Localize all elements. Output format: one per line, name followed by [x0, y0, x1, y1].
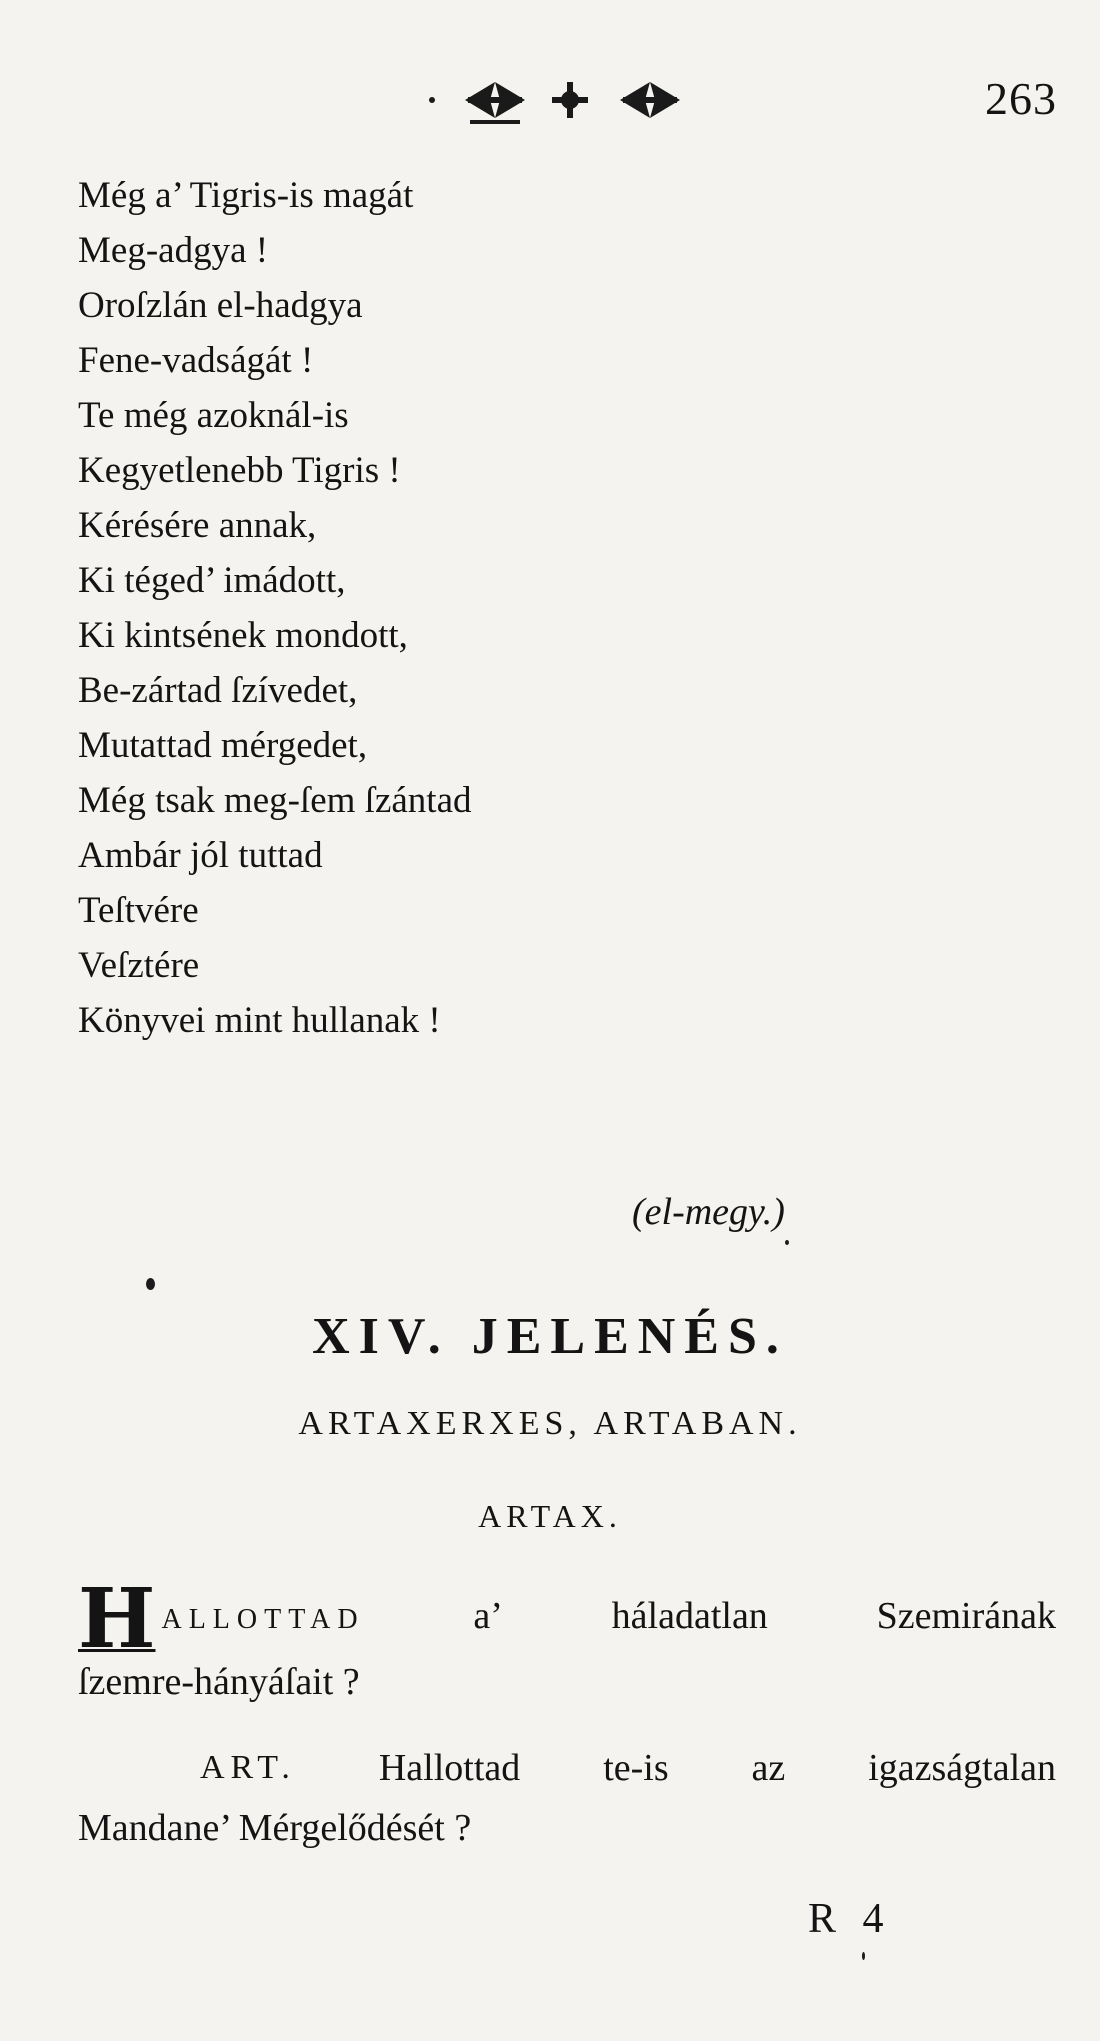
- character-list: ARTAXERXES, ARTABAN.: [298, 1405, 802, 1442]
- word: te-is: [603, 1747, 669, 1789]
- word: Szemirának: [876, 1595, 1056, 1637]
- paragraph-line: ſzemre-hányáſait ?: [78, 1661, 360, 1703]
- word: a’: [473, 1595, 503, 1637]
- verse-line: Ki téged’ imádott,: [78, 560, 346, 601]
- verse-line: Be-zártad ſzívedet,: [78, 670, 358, 711]
- verse-line: Kérésére annak,: [78, 505, 317, 546]
- drop-cap: H: [78, 1571, 156, 1667]
- verse-block: [78, 168, 472, 1048]
- dialogue-paragraph: [78, 1571, 1056, 1713]
- verse-line: Teſtvére: [78, 890, 199, 931]
- paragraph-line: [78, 1571, 1056, 1667]
- verse-line: Oroſzlán el-hadgya: [78, 285, 363, 326]
- verse-line: Te még azoknál-is: [78, 395, 349, 436]
- speaker-abbrev: ART.: [200, 1749, 296, 1786]
- word: igazságtalan: [868, 1747, 1056, 1789]
- verse-line: Még tsak meg-ſem ſzántad: [78, 780, 472, 821]
- page-number: 263: [985, 73, 1057, 124]
- opening-words: [78, 1571, 365, 1667]
- verse-line: Fene-vadságát !: [78, 340, 314, 381]
- paragraph-line: Mandane’ Mérgelődését ?: [78, 1807, 472, 1849]
- small-caps-word: ALLOTTAD: [161, 1604, 365, 1635]
- ink-speck: [862, 1952, 865, 1960]
- verse-line: Ki kintsének mondott,: [78, 615, 408, 656]
- verse-line: Meg-adgya !: [78, 230, 269, 271]
- word: az: [751, 1747, 786, 1789]
- dialogue-paragraph: [78, 1738, 1056, 1858]
- ink-speck: [785, 1240, 789, 1245]
- printer-signature: R 4: [808, 1896, 892, 1942]
- ink-speck: [146, 1278, 155, 1290]
- scene-title: XIV. JELENÉS.: [312, 1308, 788, 1365]
- verse-line: Még a’ Tigris-is magát: [78, 175, 414, 216]
- stage-direction: (el-megy.): [632, 1191, 785, 1233]
- verse-line: Könyvei mint hullanak !: [78, 1000, 441, 1041]
- word: háladatlan: [611, 1595, 768, 1637]
- speaker-heading: ARTAX.: [478, 1498, 622, 1534]
- paragraph-line: [78, 1738, 1056, 1798]
- verse-line: Kegyetlenebb Tigris !: [78, 450, 401, 491]
- word: Hallottad: [378, 1747, 521, 1789]
- verse-line: Ambár jól tuttad: [78, 835, 323, 876]
- floral-ornament-icon: [420, 70, 710, 130]
- verse-line: Veſztére: [78, 945, 200, 986]
- verse-line: Mutattad mérgedet,: [78, 725, 368, 766]
